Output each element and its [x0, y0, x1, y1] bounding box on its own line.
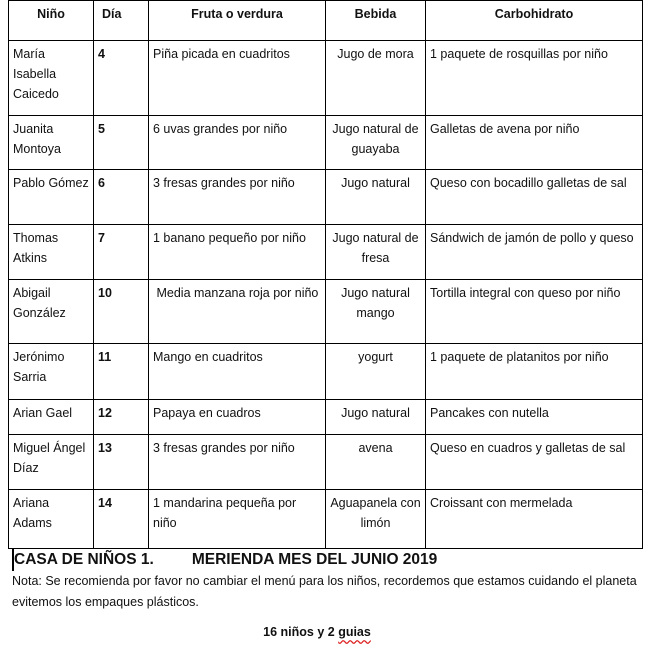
- cell-bebida: Jugo natural mango: [326, 280, 426, 344]
- count-word-misspelled: guias: [338, 625, 371, 639]
- table-row: [9, 400, 643, 435]
- table-row: [9, 280, 643, 344]
- cell-carbohidrato: Croissant con mermelada: [426, 490, 643, 549]
- table-row: [9, 225, 643, 280]
- header-carbohidrato: Carbohidrato: [426, 1, 643, 41]
- cell-fruta: Media manzana roja por niño: [149, 280, 326, 344]
- title-school: CASA DE NIÑOS 1.: [14, 551, 154, 568]
- cell-dia: 7: [94, 225, 149, 280]
- cell-carbohidrato: Pancakes con nutella: [426, 400, 643, 435]
- cell-bebida: Jugo de mora: [326, 41, 426, 116]
- cell-dia: 6: [94, 170, 149, 225]
- header-dia: Día: [94, 1, 149, 41]
- cell-dia: 13: [94, 435, 149, 490]
- cell-carbohidrato: Galletas de avena por niño: [426, 116, 643, 170]
- title-menu-month: MERIENDA MES DEL JUNIO 2019: [191, 551, 438, 568]
- cell-carbohidrato: Queso con bocadillo galletas de sal: [426, 170, 643, 225]
- cell-nino: Ariana Adams: [9, 490, 94, 549]
- cell-carbohidrato: Tortilla integral con queso por niño: [426, 280, 643, 344]
- cell-bebida: Jugo natural: [326, 400, 426, 435]
- cell-bebida: avena: [326, 435, 426, 490]
- cell-dia: 10: [94, 280, 149, 344]
- cell-carbohidrato: Queso en cuadros y galletas de sal: [426, 435, 643, 490]
- header-nino: Niño: [9, 1, 94, 41]
- footer: [12, 549, 642, 639]
- header-fruta: Fruta o verdura: [149, 1, 326, 41]
- cell-dia: 5: [94, 116, 149, 170]
- cell-fruta: Mango en cuadritos: [149, 344, 326, 400]
- table-row: [9, 116, 643, 170]
- cell-bebida: Jugo natural de guayaba: [326, 116, 426, 170]
- cell-fruta: 6 uvas grandes por niño: [149, 116, 326, 170]
- cell-bebida: Aguapanela con limón: [326, 490, 426, 549]
- cell-nino: María Isabella Caicedo: [9, 41, 94, 116]
- cell-carbohidrato: Sándwich de jamón de pollo y queso: [426, 225, 643, 280]
- table-row: [9, 435, 643, 490]
- cell-fruta: Papaya en cuadros: [149, 400, 326, 435]
- cell-fruta: 1 banano pequeño por niño: [149, 225, 326, 280]
- cell-fruta: 3 fresas grandes por niño: [149, 435, 326, 490]
- cell-fruta: 1 mandarina pequeña por niño: [149, 490, 326, 549]
- cell-bebida: yogurt: [326, 344, 426, 400]
- cell-nino: Juanita Montoya: [9, 116, 94, 170]
- cell-nino: Thomas Atkins: [9, 225, 94, 280]
- document-title: [12, 549, 642, 571]
- cell-fruta: Piña picada en cuadritos: [149, 41, 326, 116]
- cell-dia: 4: [94, 41, 149, 116]
- cell-fruta: 3 fresas grandes por niño: [149, 170, 326, 225]
- cell-bebida: Jugo natural: [326, 170, 426, 225]
- cell-dia: 14: [94, 490, 149, 549]
- cell-carbohidrato: 1 paquete de platanitos por niño: [426, 344, 643, 400]
- cell-nino: Abigail González: [9, 280, 94, 344]
- table-row: [9, 490, 643, 549]
- table-row: [9, 41, 643, 116]
- table-header-row: [9, 1, 643, 41]
- table-row: [9, 344, 643, 400]
- note-text: Nota: Se recomienda por favor no cambiar el menú para los niños, recordemos que estamos cuidando el planeta evitemos los empaques plásticos.: [12, 574, 637, 609]
- menu-table: [8, 0, 643, 549]
- cell-dia: 12: [94, 400, 149, 435]
- cell-carbohidrato: 1 paquete de rosquillas por niño: [426, 41, 643, 116]
- attendance-count: [12, 625, 622, 639]
- cell-dia: 11: [94, 344, 149, 400]
- header-bebida: Bebida: [326, 1, 426, 41]
- cell-nino: Arian Gael: [9, 400, 94, 435]
- table-row: [9, 170, 643, 225]
- cell-bebida: Jugo natural de fresa: [326, 225, 426, 280]
- cell-nino: Pablo Gómez: [9, 170, 94, 225]
- cell-nino: Miguel Ángel Díaz: [9, 435, 94, 490]
- count-text: 16 niños y 2: [263, 625, 339, 639]
- cell-nino: Jerónimo Sarria: [9, 344, 94, 400]
